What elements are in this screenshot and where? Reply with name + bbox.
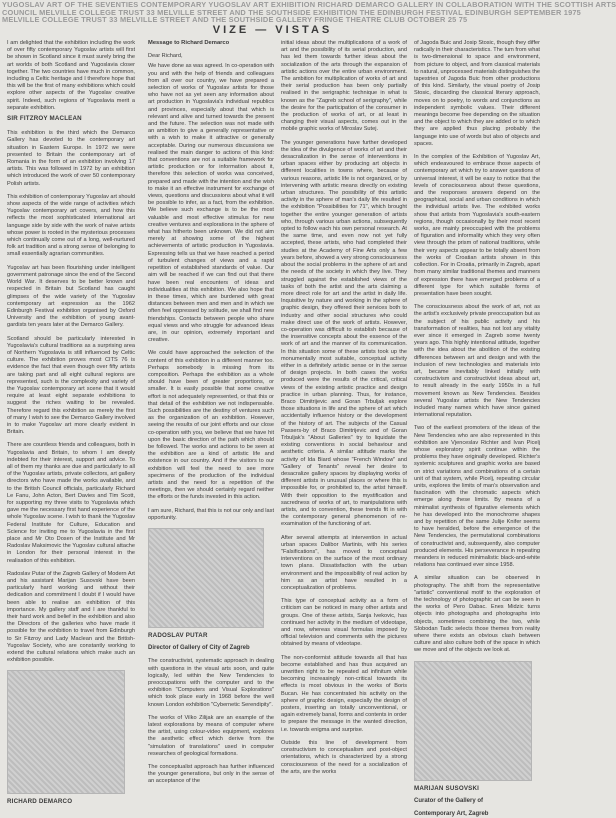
- portrait-photo: [414, 661, 532, 781]
- paragraph: I am sure, Richard, that this is not our only and last opportunity.: [148, 507, 274, 521]
- paragraph: The non-conformist attitude towards all that has become established and has thus acquired an unwritten right to be repeated ad infinitum while becoming increasingly non-critical towards its effects is most obvious in the works of Boris Bucan. He has concentrated his activity on the sphere of graphic design, especially the design of posters, inserting an totally unconventional, or again extremely banal, forms and contents in order to prepare the message in the wanted direction, i.e. towards enigma and surprise.: [281, 654, 407, 733]
- author-title: Director of Gallery of City of Zagreb: [148, 645, 250, 652]
- paragraph: Scotland should be particularly interested in Yugoslavia's cultural traditions as a surprising area of Northern Yugoslavia is still influenced by Celtic culture. The exhibition proves most CITS 76 is evidence the fact that even though over fifty artists are taking part and all eight cultural regions are represented, such is the complexity and variety of the Yugoslav contemporary art scene that it would require at least eight separate exhibitions to suggest the riches waiting to be revealed. Therefore regard this exhibition as merely the first of many I wish to see the Demarco Gallery involved in to make Yugoslav art more clearly evident in Britain.: [7, 335, 135, 436]
- paragraph: This type of conceptual activity as a form of criticism can be noticed in many other artists and groups. One of these artists, Sanja Ivekovic, has continued her activity in the medium of videotape, and now, whereas visual formulas imposed by official television and comments with the pictures obtained by means of videotape.: [281, 598, 407, 648]
- banner-line-2: COUNCIL MELVILLE COLLEGE TRUST 33 MELVILLE STREET AND THE SOUTHSIDE EXHIBITION THE EDINBURGH FESTIVAL EDINBURGH SEPTEMBER 1975: [2, 7, 581, 17]
- author-signature: MARIJAN SUSOVSKI: [414, 784, 480, 792]
- paragraph: Radoslav Putar of the Zagreb Gallery of Modern Art and his assistant Marijan Susovski have been particularly hard working and without their dedication and commitment I doubt if I would have been able to realise an exhibition of this importance. My gallery staff and I are thankful to their hard work and belief in the exhibition and also the Directors of the galleries who have made it possible for the exhibition to travel from Edinburgh to Sir Fitzroy and Lady Maclean and the British-Yugoslav Society, who are constantly working to extend the cultural relations which make such an exhibition possible.: [7, 570, 135, 664]
- paragraph: After several attempts at intervention in actual urban spaces Dalibor Martinis, with his series "Falsifications", has moved to conceptual interventions on the surface of the most ordinary town plans. Dissatisfaction with the urban environment and the impossibility of real action by him as an artist have resulted in a conceptualization of problems.: [281, 534, 407, 592]
- paragraph: The conceptualist approach has further influenced the younger generations, but only in the sense of an acceptance of the: [148, 764, 274, 785]
- header-banner: [2, 0, 616, 25]
- banner-line-1: YUGOSLAV ART OF THE SEVENTIES CONTEMPORARY YUGOSLAV ART EXHIBITION RICHARD DEMARCO GALLERY IN COLLABORATION WITH THE SCOTTISH ARTS: [2, 0, 616, 9]
- intro-signature: SIR FITZROY MACLEAN: [7, 115, 82, 123]
- portrait-photo: [148, 528, 264, 628]
- paragraph: We could have approached the selection of the content of this exhibition in a different manner too. Perhaps somebody is missing from its composition. Perhaps the exhibition as a whole should have been of greater proportions, or smaller. It is easily possible that some creative effort is not adequately represented, or that this or that detail of the exhibition we not indispensable. Such possibilities are the destiny of ventures such as the organization of an exhibition. However, seeing the results of our joint efforts and our close co-operation with you, we believe that we have hit upon the basic direction of the path which should be followed. The works and actions to be seen at the exhibition are a kind of artistic life and existence in our country. And if the visitors to our exhibition will feel the need to see more specimens of the production of the individual artists and the need for a repetition of the meetings, then we should certainly regard neither the efforts or the funds invested in this action.: [148, 350, 274, 501]
- page-title: VIZE — VISTAS: [212, 24, 333, 36]
- paragraph: This exhibition of contemporary Yugoslav art should show aspects of the wide range of activities which Yugoslav contemporary art covers, and how this reflects the most sophisticated international art language side by side with the work of naive artists whose power is rooted in the mysterious processes which continually come out of a long, well-nurtured folk art tradition and a strong sense of belonging to small essentially agrarian communities.: [7, 193, 136, 258]
- author-signature: RADOSLAV PUTAR: [148, 632, 208, 639]
- paragraph: In the complex of the Exhibition of Yugoslav Art, which endeavoured to embrace those aspects of contemporary art which try to answer questions of universal interest, it will be easy to notice that the levels of consciousness about these questions, and the responses answers depend on the geographical, social and urban conditions in which the individual artists live. The exhibited works show that artists from Yugoslavia's south-eastern regions, though occasionally by their most recent works, are mainly preoccupied with the problems of figuration and informality which they very often view through the prism of national traditions, while their very aspects appear to be totally absent from the works of Croatian artists shown in this collection. For in Croatia, primarily in Zagreb, apart from many similar traditional themes and manners of expression there have emerged problems of a different type for which suitable forms of presentation have been sought.: [414, 154, 540, 297]
- portrait-photo: [7, 670, 125, 794]
- paragraph: This exhibition is the third which the Demarco Gallery has devoted to the contemporary art situation in Eastern Europe. In 1972 we were presented to Britain the contemporary art of Romania in the form of an exhibition involving 17 artists. This was followed in 1972 by an exhibition which introduced the work of over 50 contemporary Polish artists.: [7, 130, 135, 187]
- paragraph: Outside this line of development from constructivism to conceptualism and post-object orientations, which is characterized by a strong consciousness of the need for a socialization of the arts, are the works: [281, 739, 407, 775]
- author-title-line-2: Contemporary Art, Zagreb: [414, 811, 489, 818]
- banner-line-3: MELVILLE COLLEGE TRUST 33 MELVILLE STREET AND THE SOUTHSIDE GALLERY FRINGE THEATRE CLUB OCTOBER 25 75: [2, 15, 468, 25]
- column-3: [281, 40, 407, 788]
- paragraph: There are countless friends and colleagues, both in Yugoslavia and Britain, to whom I am deeply indebted for their interest, support and advice. To all of them my thanks are due and particularly to all of the Yugoslav artists, private collectors, art gallery directors who have made the works available, and to the British Council officials, particularly Richard Le Fanu, John Acton, Bert Davies and Tim Scott, for supporting my three visits to Yugoslavia which gave me the necessary first hand experience of the whole Yugoslav scene. I wish to thank the Yugoslav Federal Institute for Culture, Education and Science for inviting me to Yugoslavia in the first place and Mr Oto Dosen of the Institute and Mr Radoslav Maksimovic the Yugoslav cultural attache in London for their personal interest in the realisation of this exhibition.: [7, 442, 135, 564]
- paragraph: of Jagoda Buic and Josip Stosic, though they differ radically in their characteristics. The tum from what is two-dimensional to space and environment, from picture to object, and from classical materials to natural, unprocessed materials distinguishes the tapestries of Jagoda Buic from other productions of this kind. Similarly, the visual poetry of Josip Stosic, discarding the classical literary approach, moves on to poetry, to words and conjunctions as independent symbolic values. Their different meanings become free depending on the situation and the object to which they are added or to which they are applied thus placing probably the language into use of words but also of objects and spaces.: [414, 40, 540, 147]
- letter-heading: Message to Richard Demarco: [148, 40, 230, 46]
- author-signature: RICHARD DEMARCO: [7, 798, 73, 806]
- paragraph: The consciousness about the work of art, not as the artist's exclusively private preoccupation but as the subject of his public activity and his transformation of realities, has not lost any vitality ever since it emerged in Zagreb some twenty years ago. This highly intentional attitude, together with the idea about the abolition of the existing differences between art and design and with the inclusion of new technologies and materials into art, became inevitably linked initially with constructivism and constructivist ideas about art, to result already in the early 1950s in a full movement known as New Tendencies. Besides several Yugoslav artists the New Tendencies included many names which have since gained international reputation.: [414, 304, 540, 419]
- paragraph: Two of the earliest promoters of the ideas of the New Tendencies who are also represented in this exhibition are Vjenceslav Richter and Ivan Picelj whose exploratory spirit continue within the problems they have originally developed. Richter's systemic sculptures and graphic works are based on strict variations and combinations of a certain unit of that system, while Picelj, repeating circular units, explores the limits of man's observation and fascination with the chromatic aspects which emerge along these limits. By means of a minimalist synthesis of figurative elements which he has developed into the monochrome shapes and by repetition of the same Julije Knifer seems to have heralded, before the emergence of the New Tendencies, the permutational combinations of constructivist and, subsequently, also computer produced elements. His perseverance in repeating meanders in reduced minimalistic black-and-white relations has continued ever since 1958.: [414, 425, 540, 569]
- paragraph: The constructivist, systematic approach in dealing with questions in the visual arts soon, and quite logically, led within the New Tendencies to preoccupations with the computer and to the exhibition "Computers and Visual Explorations" which took place early in 1968 before the well known London exhibition "Cybernetic Serendipity".: [148, 658, 274, 708]
- paragraph: A similar situation can be observed in photography. The shift from the representative "artistic" conventional motif to the exploration of the technology of photographic art can be seen in the works of Pero Dabac. Enes Midzic turns objects into photographs and photographs into objects, sometimes combining the two, while Slobodan Tadic selects those themes from reality where there exists an obvious clash between culture and also culture both of the space in which we move and of the objects we look at.: [414, 575, 540, 654]
- paragraph: The younger generations have further developed the idea of the divulgence of works of art and their desacralization in the sense of interventions in urban spaces either by producing art objects in different localities in towns where, because of various reasons, artistic life is not organized, or by intervening with artistic means directly on existing urban structures. The possibility of this artistic activity in the sphere of man's daily life resulted in the exhibition "Possibilities for 71", which brought together the entire younger generation of artists who, through various urban actions, subsequently opted to follow each his own personal research. At the same time, and even now not yet fully accepted, these artists, who had completed their studies at the Academy of Fine Arts only a few years before, showed a very strong consciousness about the social problems in the sphere of art and the needs of the society in which they live. They struggled against the established views of the tasks of both the artist and the arts claiming a more direct role for art and the artist in daily life. Inquisitive by nature and working in the sphere of graphic design, they offered their services both to industry and other social structures who could make direct use of the work of artists. However, co-operation was difficult to establish because of the insensitive concepts about the essence of the work of art and the manner of its communication. In this situation some of these artists took up the monumentally most suitable, conceptual activity either in a definitely artistic sense or in the sense of design projects. In both cases the works produced were the results of the critical, critical views of the existing artistic practice and design practice in urban planning. Thus, for instance, Braco Dimitrijevic and Goran Trbuljak explore those situations in life and the sphere of art which accidentally influence history or the development of the history of art. The subjects of the Casual Passers-by of Braco Dimitrijevic and of Goran Trbuljak's "About Galleries" try to liquidate the existing conventions in social behaviour and aesthetic criteria. A similar attitude marks the activity of Ida Biard whose "French Window" and "Gallery of Tenants" reveal her desire to desacralize gallery spaces by displaying works of different artists in unusual places or where this is impossible for, or prohibited to, the artist himself. With their opposition to the mystification and sacredness of works of art, to manipulations with artists, and to convention, these trends fit in with the contemporary general phenomenon of re-examination of the functioning of art.: [281, 139, 407, 528]
- column-1: [7, 40, 136, 806]
- column-4: [414, 40, 540, 818]
- letter-salutation: Dear Richard,: [148, 53, 183, 60]
- paragraph: initial ideas about the multiplications of a work of art and the possibility of its serial production, and has led them towards further ideas about the socialization of the arts through the expansion of artistic actions over the entire urban environment. The ambition for multiplication of works of art and their serial production has been only partially realised in the serigraphic technique in what is known as the "Zagreb school of serigraphy", while the desire for the participation of the consumer in the production of works of art, or at least in changing their visual aspects, comes out in the mobile graphic works of Miroslav Sutej.: [281, 40, 407, 133]
- column-2: [148, 40, 274, 788]
- intro-text: I am delighted that the exhibition including the work of over fifty contemporary Yugoslav artists will first be shown in Scotland since it must surely bring the art worlds of both Scotland and Yugoslavia closer together. The two countries have much in common, including a Celtic heritage and I therefore hope that this will be the first of many exhibitions which could explore other aspects of the Yugoslav creative spirit. Indeed, such regions of Yugoslavia merit a separate exhibition.: [7, 40, 135, 111]
- paragraph: The works of Vilko Zilijak are an example of the latest explorations by means of computer where the artist, using colour-video equipment, explores the aesthetic effect which derive from the "simulation of translations" used in computer researches of geological formations.: [148, 714, 274, 757]
- author-title-line-1: Curator of the Gallery of: [414, 797, 484, 804]
- paragraph: We have done as was agreed. In co-operation with you and with the help of friends and colleagues from all over our country, we have prepared a selection of works of Yugoslav artists for those who have not as yet seen any information about art production in Yugoslavia's individual republics and provinces, especially about that which is relevant and alive and turned towards the present and the future. The selection was not made with an ambition to give a generally representative or with a wish to make it attractive or generally acceptable. During our numerous discussions we realised the main danger to actions of this kind: that conventions are not a suitable framework for artistic production or for information about it, therefore this selection of works was conceived, prepared and made with the intention and the wish to make it an effective instrument for exchange of views, questions and discussions about what it will be possible to infer, as a fact, from the exhibition. We believe such exchange is to be the most valuable and most effective stimulus for new creative ventures and explorations in the sphere of what has hitherto been unknown. We did not aim merely at showing some of the highest achievements of artistic production in Yugoslavia. Expressing tells us that we have reached a period of turbulent changes of views and a rapid repetition of established standards of value. Our aim will be reached if we can find out that there have been real encounters of ideas and individualities at this exhibition. We also hope that in these times, which are burdened with great distances between men and men and in which we often feel oppressed by solitude, we shall find new friendships. Contacts between people who share equal views and who struggle for advanced ideas are, in our opinion, extremely important and creative.: [148, 63, 274, 344]
- paragraph: Yugoslav art has been flourishing under intelligent government patronage since the end of the Second World War. It deserves to be better known and respected in Britain but Scotland has caught glimpses of the wide variety of the Yugoslav contemporary art expression as the 1962 Edinburgh Festival exhibition organised by Oxford University and the exhibition of young avant-gardists ten years later at the Demarco Gallery.: [7, 264, 135, 329]
